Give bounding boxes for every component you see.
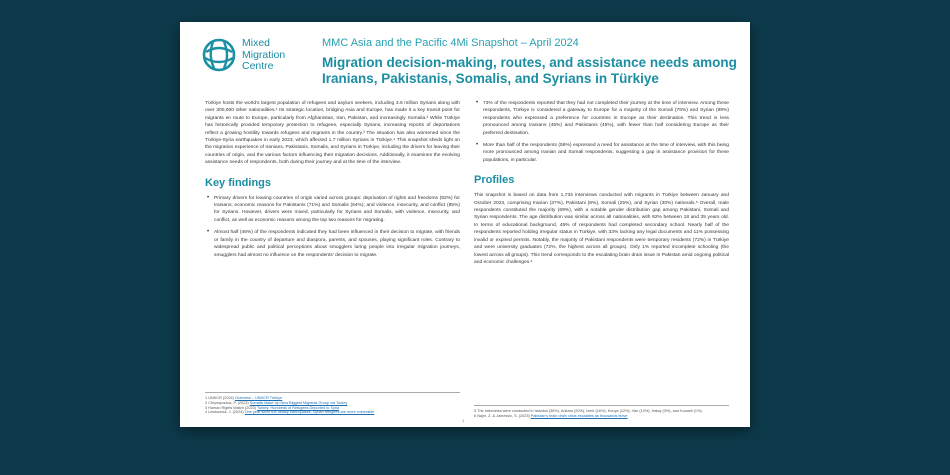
footnote-link[interactable]: Somalis Make Up New Biggest Migrants Group via Turkey — [249, 400, 348, 405]
right-column — [474, 100, 729, 266]
profiles-paragraph: This snapshot is based on data from 1,734 interviews conducted with migrants in Türkiye between January and October 2023, comprising Iranian (37%), Pakistani (8%), Somali (25%), and Syrian (30%) nationals.⁵ Overall, male respondents constituted the majority (69%), with a notable gender distribution gap among Pakistani, Somali and Syrian respondents. The age distribution was similar across all nationalities, with 82% between 18 and 35 years old. In terms of educational background, 45% of respondents had completed secondary school. Nearly half of the respondents reported holding irregular status in Türkiye, with 33% lacking any legal documents and 11% possessing invalid or expired permits. Notably, the majority of Pakistani respondents were temporary residents (72%) in Türkiye and were university graduates (72%, the highest across all groups). Only 1% reported incomplete schooling (the lowest across all groups). This trend corresponds to the escalating brain drain issue in Pakistan amid ongoing political and economic challenges.⁶ — [474, 193, 729, 265]
logo-wordmark — [242, 38, 285, 73]
left-column — [205, 100, 460, 264]
footnote-text: The interviews were conducted in Istanbul (38%), Ankara (20%), Izmir (16%), Konya (12%), Van (10%), Hatay (3%), and Kocaeli (1%). — [477, 409, 703, 413]
key-findings-heading: Key findings — [205, 176, 272, 189]
footnote-number: 5 — [474, 409, 477, 413]
footnote-text: UNHCR (2024) — [208, 396, 235, 400]
footnotes-left — [205, 392, 460, 415]
logo-line-migration: Migration — [242, 48, 286, 61]
footnote-number: 3 — [205, 405, 208, 410]
footnote-number: 4 — [205, 410, 208, 415]
footnote-link[interactable]: Turkey: Hundreds of Refugees Deported to Syria — [256, 405, 340, 410]
footnote-number: 1 — [205, 396, 208, 400]
footnote — [474, 414, 729, 419]
footnotes-right — [474, 405, 729, 419]
finding-item: • More than half of the respondents (56%) expressed a need for assistance at the time of interview, with this being more pronounced among Iranian and Somali respondents, suggesting a gap in assistance provision for these populations, in particular. — [483, 142, 729, 164]
footnote-link[interactable]: Pakistan's brain drain crisis escalates as thousands leave — [530, 413, 628, 418]
footnote-text: Chrysopoulos, P. (2023) — [208, 400, 250, 405]
page-number: 1 — [462, 418, 465, 423]
finding-item: • Almost half (46%) of the respondents indicated they had been influenced in their decision to migrate, with friends or family in the country of departure and diaspora, parents, and spouses, playing significant roles. Contrary to widespread public and political perceptions about smugglers luring people into irregular migration journeys, smugglers had almost no influence on the respondents' decision to migrate. — [214, 229, 460, 259]
report-page — [180, 22, 750, 427]
key-findings-list — [205, 195, 460, 259]
footnote-number: 2 — [205, 400, 208, 405]
profiles-heading: Profiles — [474, 174, 515, 187]
globe-logo-icon — [202, 38, 236, 72]
key-findings-list-continued — [474, 100, 729, 164]
footnote-link[interactable]: Overview – UNHCR Türkiye — [234, 396, 283, 400]
footnote-text: Najm, Z. & Jamesvic, S. (2023) — [477, 413, 531, 418]
footnote-number: 6 — [474, 413, 477, 418]
intro-paragraph: Türkiye hosts the world's largest population of refugees and asylum seekers, including 3.6 million Syrians along with over 300,000 other nationalities.¹ Its strategic location, bridging Asia and Europe, has made it a key transit point for migrants en route to Europe, particularly from Afghanistan, Iran, Pakistan, and increasingly Somalia.² While Türkiye has historically provided temporary protection to refugees, especially Syrians, increasing reports of deportations reflect a growing hostility towards refugees and migrants in the country.³ The situation has also worsened since the Türkiye-Syria earthquakes in early 2023, which affected 1.7 million Syrians in Türkiye.⁴ This snapshot sheds light on the migration experience of Iranians, Pakistanis, Somalis, and Syrians in Türkiye, including the drivers for leaving their countries of origin, and the various factors influencing their migration decisions. Additionally, it examines the evolving assistance needs of respondents, both during their journey and at the time of the interview. — [205, 101, 460, 166]
logo-line-centre: Centre — [242, 60, 274, 72]
report-title: Migration decision-making, routes, and assistance needs among Iranians, Pakistanis, Somalis, and Syrians in Türkiye — [322, 55, 737, 86]
logo-line-mixed: Mixed — [242, 37, 271, 49]
finding-item: • 73% of the respondents reported that they had not completed their journey at the time of interview. Among these respondents, Türkiye is considered a gateway to Europe for a majority of the Somali (76%) and Syrian (89%) respondents who expressed a preference for countries in Europe as their destination. This trend is less pronounced among Iranians (45%) and Pakistanis (45%), with fewer than half considering Europe as their preferred destination. — [483, 100, 729, 137]
footnote-text: Lewkowicz, J. (2024) — [208, 410, 245, 415]
mmc-logo — [202, 38, 285, 73]
footnote-text: Human Rights Watch (2023) — [208, 405, 257, 410]
footnote — [205, 410, 460, 415]
finding-item: • Primary drivers for leaving countries of origin varied across groups: deprivation of rights and freedoms (82%) for Iranians; economic reasons for Pakistanis (71%) and Somalis (64%); and violence, insecurity, and conflict (85%) for Syrians. However, drivers were mixed, particularly for Syrians and Somalis, with violence, insecurity, and conflict, as well as economic reasons among the top two reasons for migrating. — [214, 195, 460, 225]
footnote-link[interactable]: One year since the deadly earthquakes, Syrian refugees are more vulnerable — [244, 410, 375, 415]
snapshot-subtitle: MMC Asia and the Pacific 4Mi Snapshot – April 2024 — [322, 37, 579, 49]
